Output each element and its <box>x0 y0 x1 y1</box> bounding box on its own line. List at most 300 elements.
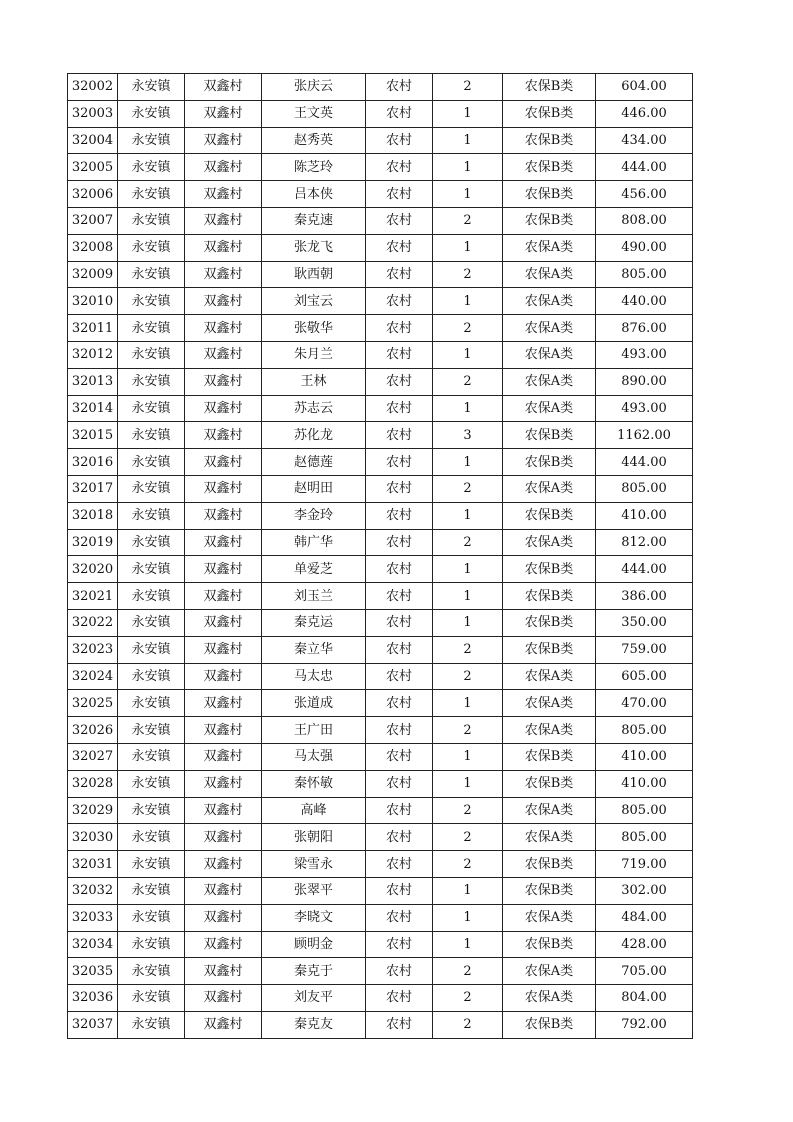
town-cell: 永安镇 <box>118 985 185 1012</box>
household-type-cell: 农村 <box>366 100 433 127</box>
household-type-cell: 农村 <box>366 797 433 824</box>
town-cell: 永安镇 <box>118 181 185 208</box>
category-cell: 农保A类 <box>503 824 596 851</box>
village-cell: 双鑫村 <box>185 583 262 610</box>
amount-cell: 792.00 <box>596 1011 693 1038</box>
name-cell: 张朝阳 <box>262 824 366 851</box>
category-cell: 农保A类 <box>503 663 596 690</box>
town-cell: 永安镇 <box>118 315 185 342</box>
town-cell: 永安镇 <box>118 475 185 502</box>
record-id-cell: 32019 <box>68 529 118 556</box>
household-type-cell: 农村 <box>366 368 433 395</box>
village-cell: 双鑫村 <box>185 556 262 583</box>
table-row <box>68 154 693 181</box>
amount-cell: 805.00 <box>596 475 693 502</box>
table-row <box>68 181 693 208</box>
category-cell: 农保B类 <box>503 609 596 636</box>
household-type-cell: 农村 <box>366 743 433 770</box>
record-id-cell: 32009 <box>68 261 118 288</box>
category-cell: 农保B类 <box>503 743 596 770</box>
category-cell: 农保A类 <box>503 529 596 556</box>
table-row <box>68 127 693 154</box>
amount-cell: 470.00 <box>596 690 693 717</box>
person-count-cell: 2 <box>433 529 503 556</box>
person-count-cell: 1 <box>433 154 503 181</box>
amount-cell: 410.00 <box>596 770 693 797</box>
village-cell: 双鑫村 <box>185 770 262 797</box>
record-id-cell: 32024 <box>68 663 118 690</box>
category-cell: 农保A类 <box>503 315 596 342</box>
name-cell: 赵德莲 <box>262 449 366 476</box>
amount-cell: 890.00 <box>596 368 693 395</box>
category-cell: 农保B类 <box>503 207 596 234</box>
person-count-cell: 1 <box>433 127 503 154</box>
record-id-cell: 32033 <box>68 904 118 931</box>
category-cell: 农保B类 <box>503 1011 596 1038</box>
village-cell: 双鑫村 <box>185 636 262 663</box>
town-cell: 永安镇 <box>118 261 185 288</box>
town-cell: 永安镇 <box>118 931 185 958</box>
amount-cell: 812.00 <box>596 529 693 556</box>
category-cell: 农保B类 <box>503 74 596 101</box>
village-cell: 双鑫村 <box>185 529 262 556</box>
household-type-cell: 农村 <box>366 341 433 368</box>
village-cell: 双鑫村 <box>185 1011 262 1038</box>
household-type-cell: 农村 <box>366 877 433 904</box>
person-count-cell: 2 <box>433 797 503 824</box>
category-cell: 农保A类 <box>503 690 596 717</box>
village-cell: 双鑫村 <box>185 663 262 690</box>
amount-cell: 719.00 <box>596 851 693 878</box>
record-id-cell: 32002 <box>68 74 118 101</box>
table-row <box>68 368 693 395</box>
amount-cell: 434.00 <box>596 127 693 154</box>
amount-cell: 446.00 <box>596 100 693 127</box>
person-count-cell: 1 <box>433 609 503 636</box>
name-cell: 张翠平 <box>262 877 366 904</box>
household-type-cell: 农村 <box>366 931 433 958</box>
name-cell: 秦克运 <box>262 609 366 636</box>
person-count-cell: 1 <box>433 449 503 476</box>
table-row <box>68 449 693 476</box>
record-id-cell: 32022 <box>68 609 118 636</box>
name-cell: 吕本侠 <box>262 181 366 208</box>
household-type-cell: 农村 <box>366 717 433 744</box>
village-cell: 双鑫村 <box>185 824 262 851</box>
table-row <box>68 74 693 101</box>
record-id-cell: 32037 <box>68 1011 118 1038</box>
town-cell: 永安镇 <box>118 154 185 181</box>
name-cell: 张龙飞 <box>262 234 366 261</box>
record-id-cell: 32018 <box>68 502 118 529</box>
category-cell: 农保B类 <box>503 931 596 958</box>
town-cell: 永安镇 <box>118 288 185 315</box>
name-cell: 秦克于 <box>262 958 366 985</box>
amount-cell: 805.00 <box>596 261 693 288</box>
record-id-cell: 32028 <box>68 770 118 797</box>
category-cell: 农保A类 <box>503 368 596 395</box>
amount-cell: 605.00 <box>596 663 693 690</box>
table-row <box>68 797 693 824</box>
name-cell: 朱月兰 <box>262 341 366 368</box>
table-row <box>68 904 693 931</box>
record-id-cell: 32011 <box>68 315 118 342</box>
table-row <box>68 609 693 636</box>
person-count-cell: 2 <box>433 851 503 878</box>
town-cell: 永安镇 <box>118 958 185 985</box>
name-cell: 刘玉兰 <box>262 583 366 610</box>
town-cell: 永安镇 <box>118 877 185 904</box>
village-cell: 双鑫村 <box>185 717 262 744</box>
name-cell: 顾明金 <box>262 931 366 958</box>
amount-cell: 1162.00 <box>596 422 693 449</box>
table-row <box>68 1011 693 1038</box>
amount-cell: 805.00 <box>596 797 693 824</box>
person-count-cell: 2 <box>433 985 503 1012</box>
household-type-cell: 农村 <box>366 904 433 931</box>
name-cell: 秦克友 <box>262 1011 366 1038</box>
record-id-cell: 32005 <box>68 154 118 181</box>
village-cell: 双鑫村 <box>185 690 262 717</box>
person-count-cell: 1 <box>433 931 503 958</box>
town-cell: 永安镇 <box>118 797 185 824</box>
household-type-cell: 农村 <box>366 315 433 342</box>
town-cell: 永安镇 <box>118 341 185 368</box>
name-cell: 刘宝云 <box>262 288 366 315</box>
household-type-cell: 农村 <box>366 154 433 181</box>
table-row <box>68 958 693 985</box>
record-id-cell: 32015 <box>68 422 118 449</box>
record-id-cell: 32023 <box>68 636 118 663</box>
name-cell: 陈芝玲 <box>262 154 366 181</box>
town-cell: 永安镇 <box>118 1011 185 1038</box>
record-id-cell: 32003 <box>68 100 118 127</box>
village-cell: 双鑫村 <box>185 985 262 1012</box>
town-cell: 永安镇 <box>118 529 185 556</box>
record-id-cell: 32010 <box>68 288 118 315</box>
village-cell: 双鑫村 <box>185 100 262 127</box>
table-row <box>68 690 693 717</box>
person-count-cell: 2 <box>433 958 503 985</box>
amount-cell: 490.00 <box>596 234 693 261</box>
category-cell: 农保B类 <box>503 127 596 154</box>
household-type-cell: 农村 <box>366 395 433 422</box>
person-count-cell: 1 <box>433 690 503 717</box>
village-cell: 双鑫村 <box>185 422 262 449</box>
name-cell: 马太忠 <box>262 663 366 690</box>
household-type-cell: 农村 <box>366 449 433 476</box>
category-cell: 农保A类 <box>503 985 596 1012</box>
town-cell: 永安镇 <box>118 636 185 663</box>
village-cell: 双鑫村 <box>185 154 262 181</box>
record-id-cell: 32026 <box>68 717 118 744</box>
category-cell: 农保B类 <box>503 154 596 181</box>
category-cell: 农保A类 <box>503 958 596 985</box>
amount-cell: 410.00 <box>596 502 693 529</box>
table-row <box>68 636 693 663</box>
table-row <box>68 770 693 797</box>
village-cell: 双鑫村 <box>185 207 262 234</box>
table-row <box>68 931 693 958</box>
category-cell: 农保A类 <box>503 234 596 261</box>
record-id-cell: 32034 <box>68 931 118 958</box>
record-id-cell: 32004 <box>68 127 118 154</box>
amount-cell: 444.00 <box>596 449 693 476</box>
person-count-cell: 1 <box>433 341 503 368</box>
record-id-cell: 32021 <box>68 583 118 610</box>
household-type-cell: 农村 <box>366 851 433 878</box>
category-cell: 农保B类 <box>503 100 596 127</box>
person-count-cell: 1 <box>433 288 503 315</box>
record-id-cell: 32007 <box>68 207 118 234</box>
person-count-cell: 2 <box>433 1011 503 1038</box>
household-type-cell: 农村 <box>366 770 433 797</box>
category-cell: 农保B类 <box>503 877 596 904</box>
town-cell: 永安镇 <box>118 663 185 690</box>
table-row <box>68 663 693 690</box>
amount-cell: 805.00 <box>596 824 693 851</box>
town-cell: 永安镇 <box>118 207 185 234</box>
name-cell: 赵明田 <box>262 475 366 502</box>
name-cell: 秦克速 <box>262 207 366 234</box>
table-row <box>68 502 693 529</box>
person-count-cell: 1 <box>433 743 503 770</box>
amount-cell: 808.00 <box>596 207 693 234</box>
category-cell: 农保A类 <box>503 797 596 824</box>
table-row <box>68 422 693 449</box>
amount-cell: 604.00 <box>596 74 693 101</box>
record-id-cell: 32020 <box>68 556 118 583</box>
town-cell: 永安镇 <box>118 690 185 717</box>
household-type-cell: 农村 <box>366 181 433 208</box>
town-cell: 永安镇 <box>118 395 185 422</box>
town-cell: 永安镇 <box>118 824 185 851</box>
record-id-cell: 32016 <box>68 449 118 476</box>
village-cell: 双鑫村 <box>185 127 262 154</box>
household-type-cell: 农村 <box>366 690 433 717</box>
category-cell: 农保A类 <box>503 288 596 315</box>
amount-cell: 350.00 <box>596 609 693 636</box>
record-id-cell: 32036 <box>68 985 118 1012</box>
village-cell: 双鑫村 <box>185 341 262 368</box>
record-id-cell: 32027 <box>68 743 118 770</box>
amount-cell: 484.00 <box>596 904 693 931</box>
person-count-cell: 1 <box>433 181 503 208</box>
name-cell: 秦怀敏 <box>262 770 366 797</box>
table-row <box>68 288 693 315</box>
table-row <box>68 475 693 502</box>
household-type-cell: 农村 <box>366 288 433 315</box>
name-cell: 李晓文 <box>262 904 366 931</box>
person-count-cell: 2 <box>433 368 503 395</box>
household-type-cell: 农村 <box>366 663 433 690</box>
table-row <box>68 100 693 127</box>
amount-cell: 386.00 <box>596 583 693 610</box>
name-cell: 王广田 <box>262 717 366 744</box>
table-row <box>68 985 693 1012</box>
person-count-cell: 1 <box>433 502 503 529</box>
table-row <box>68 717 693 744</box>
record-id-cell: 32017 <box>68 475 118 502</box>
village-cell: 双鑫村 <box>185 234 262 261</box>
town-cell: 永安镇 <box>118 556 185 583</box>
name-cell: 韩广华 <box>262 529 366 556</box>
category-cell: 农保B类 <box>503 851 596 878</box>
household-type-cell: 农村 <box>366 529 433 556</box>
category-cell: 农保B类 <box>503 502 596 529</box>
town-cell: 永安镇 <box>118 770 185 797</box>
person-count-cell: 2 <box>433 261 503 288</box>
household-type-cell: 农村 <box>366 422 433 449</box>
category-cell: 农保B类 <box>503 636 596 663</box>
name-cell: 张道成 <box>262 690 366 717</box>
person-count-cell: 1 <box>433 100 503 127</box>
amount-cell: 302.00 <box>596 877 693 904</box>
category-cell: 农保A类 <box>503 904 596 931</box>
household-type-cell: 农村 <box>366 475 433 502</box>
record-id-cell: 32030 <box>68 824 118 851</box>
record-id-cell: 32025 <box>68 690 118 717</box>
person-count-cell: 2 <box>433 824 503 851</box>
amount-cell: 444.00 <box>596 556 693 583</box>
category-cell: 农保B类 <box>503 422 596 449</box>
record-id-cell: 32012 <box>68 341 118 368</box>
category-cell: 农保A类 <box>503 395 596 422</box>
table-row <box>68 529 693 556</box>
village-cell: 双鑫村 <box>185 315 262 342</box>
table-row <box>68 395 693 422</box>
name-cell: 王文英 <box>262 100 366 127</box>
person-count-cell: 2 <box>433 315 503 342</box>
town-cell: 永安镇 <box>118 502 185 529</box>
record-id-cell: 32013 <box>68 368 118 395</box>
category-cell: 农保A类 <box>503 475 596 502</box>
household-type-cell: 农村 <box>366 261 433 288</box>
name-cell: 苏志云 <box>262 395 366 422</box>
village-cell: 双鑫村 <box>185 502 262 529</box>
household-type-cell: 农村 <box>366 636 433 663</box>
table-row <box>68 877 693 904</box>
town-cell: 永安镇 <box>118 904 185 931</box>
village-cell: 双鑫村 <box>185 743 262 770</box>
town-cell: 永安镇 <box>118 234 185 261</box>
amount-cell: 805.00 <box>596 717 693 744</box>
town-cell: 永安镇 <box>118 851 185 878</box>
amount-cell: 493.00 <box>596 395 693 422</box>
table-row <box>68 851 693 878</box>
record-id-cell: 32014 <box>68 395 118 422</box>
name-cell: 苏化龙 <box>262 422 366 449</box>
person-count-cell: 2 <box>433 74 503 101</box>
village-cell: 双鑫村 <box>185 288 262 315</box>
person-count-cell: 3 <box>433 422 503 449</box>
table-row <box>68 261 693 288</box>
village-cell: 双鑫村 <box>185 395 262 422</box>
record-id-cell: 32031 <box>68 851 118 878</box>
amount-cell: 705.00 <box>596 958 693 985</box>
household-type-cell: 农村 <box>366 1011 433 1038</box>
village-cell: 双鑫村 <box>185 368 262 395</box>
village-cell: 双鑫村 <box>185 958 262 985</box>
name-cell: 梁雪永 <box>262 851 366 878</box>
category-cell: 农保B类 <box>503 770 596 797</box>
household-type-cell: 农村 <box>366 609 433 636</box>
person-count-cell: 1 <box>433 556 503 583</box>
person-count-cell: 2 <box>433 636 503 663</box>
village-cell: 双鑫村 <box>185 904 262 931</box>
category-cell: 农保A类 <box>503 261 596 288</box>
name-cell: 张敬华 <box>262 315 366 342</box>
household-type-cell: 农村 <box>366 985 433 1012</box>
table-row <box>68 583 693 610</box>
household-type-cell: 农村 <box>366 234 433 261</box>
person-count-cell: 1 <box>433 904 503 931</box>
town-cell: 永安镇 <box>118 743 185 770</box>
amount-cell: 876.00 <box>596 315 693 342</box>
amount-cell: 759.00 <box>596 636 693 663</box>
village-cell: 双鑫村 <box>185 609 262 636</box>
name-cell: 单爱芝 <box>262 556 366 583</box>
records-table <box>67 73 693 1039</box>
name-cell: 马太强 <box>262 743 366 770</box>
name-cell: 刘友平 <box>262 985 366 1012</box>
household-type-cell: 农村 <box>366 583 433 610</box>
person-count-cell: 1 <box>433 877 503 904</box>
town-cell: 永安镇 <box>118 100 185 127</box>
household-type-cell: 农村 <box>366 207 433 234</box>
table-row <box>68 743 693 770</box>
table-row <box>68 341 693 368</box>
category-cell: 农保B类 <box>503 449 596 476</box>
record-id-cell: 32032 <box>68 877 118 904</box>
village-cell: 双鑫村 <box>185 261 262 288</box>
name-cell: 秦立华 <box>262 636 366 663</box>
person-count-cell: 1 <box>433 395 503 422</box>
amount-cell: 410.00 <box>596 743 693 770</box>
category-cell: 农保B类 <box>503 181 596 208</box>
name-cell: 赵秀英 <box>262 127 366 154</box>
household-type-cell: 农村 <box>366 824 433 851</box>
table-body <box>68 74 693 1039</box>
category-cell: 农保A类 <box>503 717 596 744</box>
town-cell: 永安镇 <box>118 717 185 744</box>
household-type-cell: 农村 <box>366 74 433 101</box>
village-cell: 双鑫村 <box>185 851 262 878</box>
record-id-cell: 32006 <box>68 181 118 208</box>
table-row <box>68 315 693 342</box>
person-count-cell: 1 <box>433 583 503 610</box>
town-cell: 永安镇 <box>118 127 185 154</box>
person-count-cell: 2 <box>433 475 503 502</box>
village-cell: 双鑫村 <box>185 181 262 208</box>
village-cell: 双鑫村 <box>185 931 262 958</box>
category-cell: 农保A类 <box>503 341 596 368</box>
name-cell: 高峰 <box>262 797 366 824</box>
household-type-cell: 农村 <box>366 502 433 529</box>
town-cell: 永安镇 <box>118 368 185 395</box>
category-cell: 农保B类 <box>503 556 596 583</box>
household-type-cell: 农村 <box>366 127 433 154</box>
amount-cell: 456.00 <box>596 181 693 208</box>
table-row <box>68 234 693 261</box>
amount-cell: 444.00 <box>596 154 693 181</box>
household-type-cell: 农村 <box>366 556 433 583</box>
person-count-cell: 2 <box>433 717 503 744</box>
amount-cell: 493.00 <box>596 341 693 368</box>
record-id-cell: 32029 <box>68 797 118 824</box>
person-count-cell: 1 <box>433 234 503 261</box>
table-row <box>68 556 693 583</box>
